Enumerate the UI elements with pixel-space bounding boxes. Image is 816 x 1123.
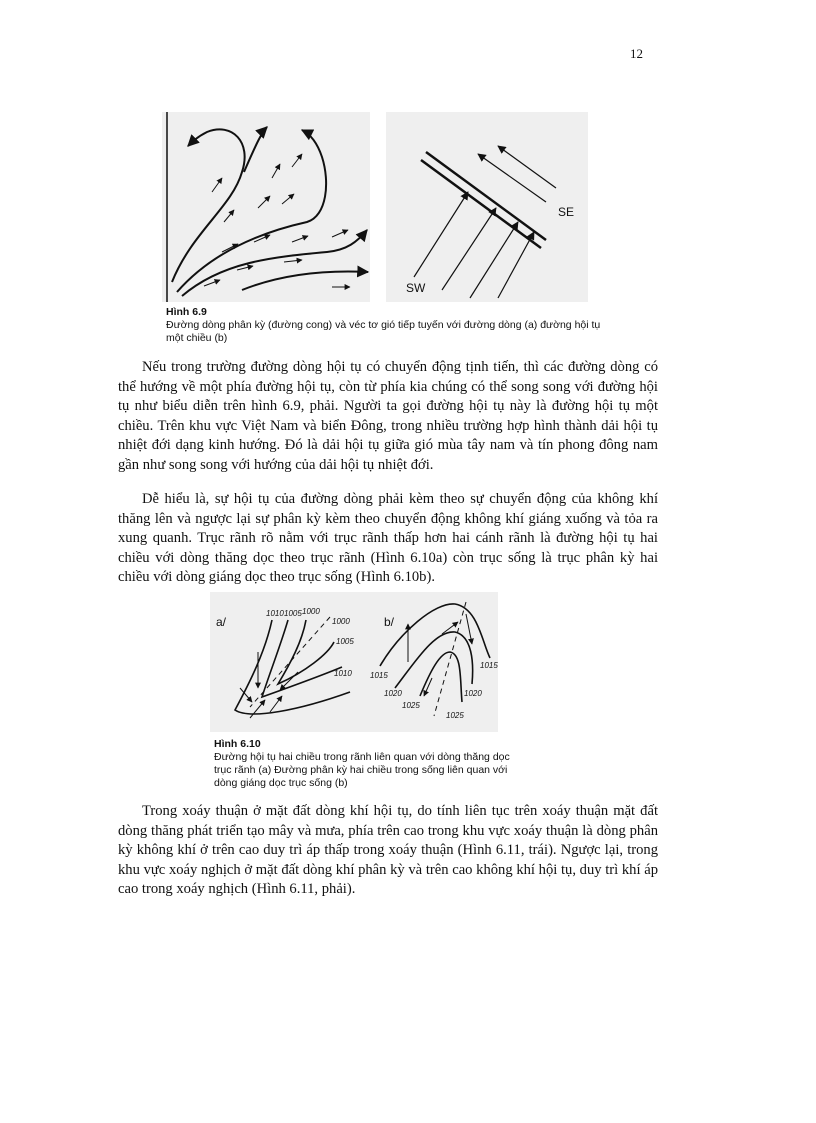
figure-6-10	[210, 592, 498, 732]
panel-b-label: b/	[384, 615, 395, 629]
label-sw: SW	[406, 281, 426, 295]
figure-6-10-caption-body: Đường hội tụ hai chiều trong rãnh liên quan với dòng thăng dọc trục rãnh (a) Đường phân kỳ hai chiều trong sống liên quan với dòng giáng dọc trục sống (b)	[214, 751, 510, 789]
figure-6-9a-drawing	[162, 112, 370, 302]
iso-a-1010-top: 1010	[266, 609, 284, 618]
panel-a-label: a/	[216, 615, 227, 629]
iso-a-1005-top: 1005	[284, 609, 302, 618]
iso-a-1000-top: 1000	[302, 607, 320, 616]
iso-b-1020-left: 1020	[384, 689, 402, 698]
iso-b-1015-right: 1015	[480, 661, 498, 670]
figure-6-9-caption-title: Hình 6.9	[166, 306, 207, 318]
iso-a-1005-right: 1005	[336, 637, 354, 646]
paragraph-3: Trong xoáy thuận ở mặt đất dòng khí hội tụ, do tính liên tục trên xoáy thuận mặt đất dòng thăng phát triển tạo mây và mưa, phía trên cao trong khu vực xoáy thuận là dòng phân kỳ không khí ở trên cao duy trì áp thấp trong xoáy thuận (Hình 6.11, trái). Ngược lại, trong khu vực xoáy nghịch ở mặt đất dòng khí phân kỳ và trên cao không khí hội tụ, duy trì khí áp cao trong xoáy nghịch (Hình 6.11, phải).	[118, 803, 658, 897]
figure-6-9a	[162, 112, 370, 302]
page-number: 12	[630, 46, 643, 61]
figure-6-10-drawing	[210, 592, 498, 732]
iso-a-1010-right: 1010	[334, 669, 352, 678]
figure-6-10-caption	[214, 738, 514, 790]
iso-b-1015-left: 1015	[370, 671, 388, 680]
iso-b-1025-left: 1025	[402, 701, 420, 710]
iso-b-1025-bottom: 1025	[446, 711, 464, 720]
paragraph-2: Dễ hiểu là, sự hội tụ của đường dòng phải kèm theo sự chuyển động của không khí thăng lên và ngược lại sự phân kỳ kèm theo chuyển động không khí giáng xuống và tỏa ra xung quanh. Trục rãnh rõ nằm với trục rãnh thấp hơn hai cánh rãnh là đường hội tụ hai chiều với dòng thăng dọc theo trục rãnh (Hình 6.10a) còn trục sống là trục phân kỳ hai chiều với dòng giáng dọc theo trục sống (Hình 6.10b).	[118, 491, 658, 585]
paragraph-1: Nếu trong trường đường dòng hội tụ có chuyển động tịnh tiến, thì các đường dòng có thể hướng về một phía đường hội tụ, còn từ phía kia chúng có thể song song với đường hội tụ như biểu diễn trên hình 6.9, phải. Người ta gọi đường hội tụ này là đường hội tụ một chiều. Trên khu vực Việt Nam và biển Đông, trong nhiều trường hợp hình thành dải hội tụ nhiệt đới dạng kinh hướng. Đó là dải hội tụ giữa gió mùa tây nam và tín phong đông nam gần như song song với hướng của dải hội tụ nhiệt đới.	[118, 359, 658, 473]
figure-6-9-caption	[166, 306, 606, 345]
iso-a-1000-right: 1000	[332, 617, 350, 626]
figure-6-9b	[386, 112, 588, 302]
figure-6-9-caption-body: Đường dòng phân kỳ (đường cong) và véc tơ gió tiếp tuyến với đường dòng (a) đường hội tụ một chiều (b)	[166, 319, 601, 344]
label-se: SE	[558, 205, 575, 219]
iso-b-1020-right: 1020	[464, 689, 482, 698]
figure-6-10-caption-title: Hình 6.10	[214, 738, 261, 750]
figure-6-9b-drawing	[386, 112, 588, 302]
